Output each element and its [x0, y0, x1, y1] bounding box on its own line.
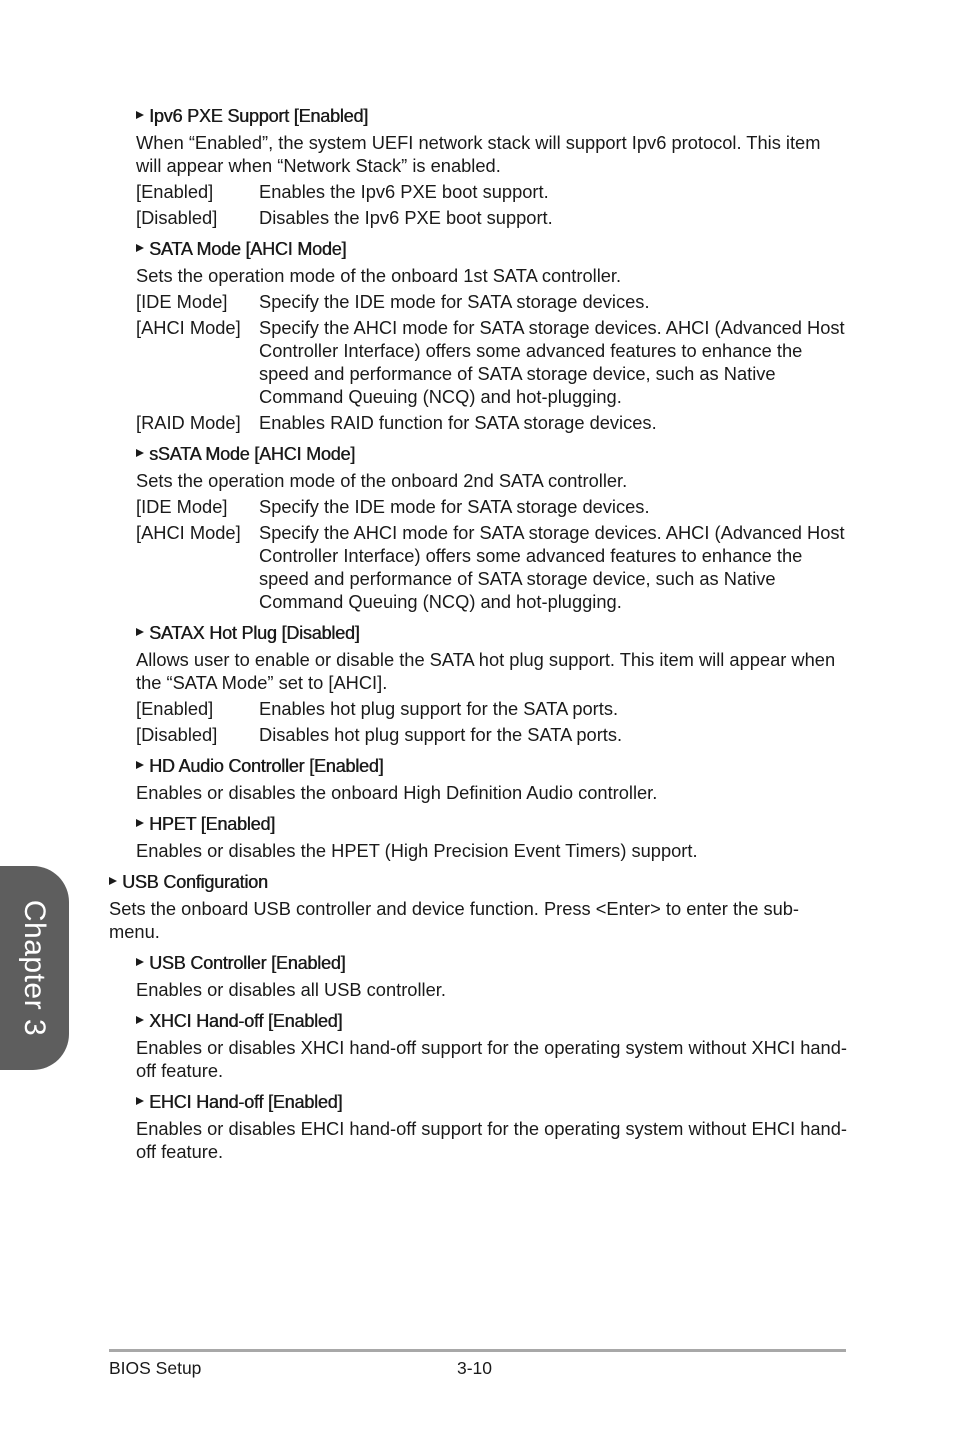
setting-description: When “Enabled”, the system UEFI network stack will support Ipv6 protocol. This item will appear when “Network Stack” is enabled. — [136, 132, 821, 176]
footer-divider — [109, 1349, 846, 1352]
option-key: [Disabled] — [136, 207, 218, 228]
option-value: Enables the Ipv6 PXE boot support. — [259, 181, 549, 202]
option-key: [IDE Mode] — [136, 496, 228, 517]
setting-title: HD Audio Controller [Enabled] — [149, 756, 384, 776]
option-row — [136, 723, 848, 746]
option-key: [Disabled] — [136, 724, 218, 745]
setting-title: USB Configuration — [122, 872, 268, 892]
option-key: [RAID Mode] — [136, 412, 241, 433]
option-key: [AHCI Mode] — [136, 522, 241, 543]
setting-title: USB Controller [Enabled] — [149, 953, 346, 973]
option-value: Specify the AHCI mode for SATA storage devices. AHCI (Advanced Host Controller Interface) offers some advanced features to enhance the speed and performance of SATA storage device, such as Native Command Queuing (NCQ) and hot-plugging. — [259, 317, 845, 407]
option-value: Specify the IDE mode for SATA storage devices. — [259, 291, 650, 312]
setting-usb-controller — [136, 951, 848, 1001]
option-key: [Enabled] — [136, 181, 214, 202]
triangle-bullet-icon — [136, 628, 144, 636]
triangle-bullet-icon — [136, 449, 144, 457]
option-value: Specify the IDE mode for SATA storage devices. — [259, 496, 650, 517]
triangle-bullet-icon — [136, 761, 144, 769]
triangle-bullet-icon — [109, 877, 117, 885]
option-key: [AHCI Mode] — [136, 317, 241, 338]
footer-page-number: 3-10 — [457, 1358, 493, 1378]
triangle-bullet-icon — [136, 819, 144, 827]
triangle-bullet-icon — [136, 1016, 144, 1024]
setting-description: Enables or disables the HPET (High Precision Event Timers) support. — [136, 840, 698, 861]
setting-title: HPET [Enabled] — [149, 814, 275, 834]
footer-section-name: BIOS Setup — [109, 1358, 202, 1378]
setting-title: SATAX Hot Plug [Disabled] — [149, 623, 360, 643]
triangle-bullet-icon — [136, 244, 144, 252]
option-row — [136, 411, 848, 434]
setting-xhci-hand-off — [136, 1009, 848, 1082]
chapter-tab — [0, 866, 69, 1070]
triangle-bullet-icon — [136, 1097, 144, 1105]
option-value: Enables hot plug support for the SATA ports. — [259, 698, 619, 719]
setting-ssata-mode — [136, 442, 848, 613]
page-content — [0, 104, 954, 1163]
option-row — [136, 180, 848, 203]
setting-ipv6-pxe-support — [136, 104, 848, 229]
setting-description: Sets the operation mode of the onboard 1st SATA controller. — [136, 265, 622, 286]
option-row — [136, 316, 848, 408]
setting-title: sSATA Mode [AHCI Mode] — [149, 444, 356, 464]
setting-description: Enables or disables all USB controller. — [136, 979, 446, 1000]
setting-description: Enables or disables the onboard High Definition Audio controller. — [136, 782, 658, 803]
setting-title: SATA Mode [AHCI Mode] — [149, 239, 347, 259]
setting-description: Allows user to enable or disable the SATA hot plug support. This item will appear when the “SATA Mode” set to [AHCI]. — [136, 649, 836, 693]
setting-title: XHCI Hand-off [Enabled] — [149, 1011, 343, 1031]
setting-title: Ipv6 PXE Support [Enabled] — [149, 106, 368, 126]
setting-usb-configuration — [109, 870, 849, 943]
option-value: Specify the AHCI mode for SATA storage devices. AHCI (Advanced Host Controller Interface) offers some advanced features to enhance the speed and performance of SATA storage device, such as Native Command Queuing (NCQ) and hot-plugging. — [259, 522, 845, 612]
setting-description: Sets the operation mode of the onboard 2nd SATA controller. — [136, 470, 628, 491]
option-value: Disables the Ipv6 PXE boot support. — [259, 207, 553, 228]
setting-description: Enables or disables XHCI hand-off support for the operating system without XHCI hand-off feature. — [136, 1037, 847, 1081]
setting-description: Sets the onboard USB controller and device function. Press <Enter> to enter the sub-menu. — [109, 898, 800, 942]
setting-sata-mode — [136, 237, 848, 434]
option-key: [IDE Mode] — [136, 291, 228, 312]
setting-hd-audio-controller — [136, 754, 848, 804]
option-value: Enables RAID function for SATA storage devices. — [259, 412, 657, 433]
setting-hpet — [136, 812, 848, 862]
option-key: [Enabled] — [136, 698, 214, 719]
option-row — [136, 697, 848, 720]
option-row — [136, 290, 848, 313]
option-row — [136, 521, 848, 613]
setting-title: EHCI Hand-off [Enabled] — [149, 1092, 343, 1112]
setting-description: Enables or disables EHCI hand-off support for the operating system without EHCI hand-off feature. — [136, 1118, 847, 1162]
triangle-bullet-icon — [136, 958, 144, 966]
chapter-tab-label: Chapter 3 — [18, 899, 51, 1037]
option-row — [136, 206, 848, 229]
setting-ehci-hand-off — [136, 1090, 848, 1163]
option-value: Disables hot plug support for the SATA ports. — [259, 724, 623, 745]
triangle-bullet-icon — [136, 111, 144, 119]
option-row — [136, 495, 848, 518]
setting-satax-hot-plug — [136, 621, 848, 746]
